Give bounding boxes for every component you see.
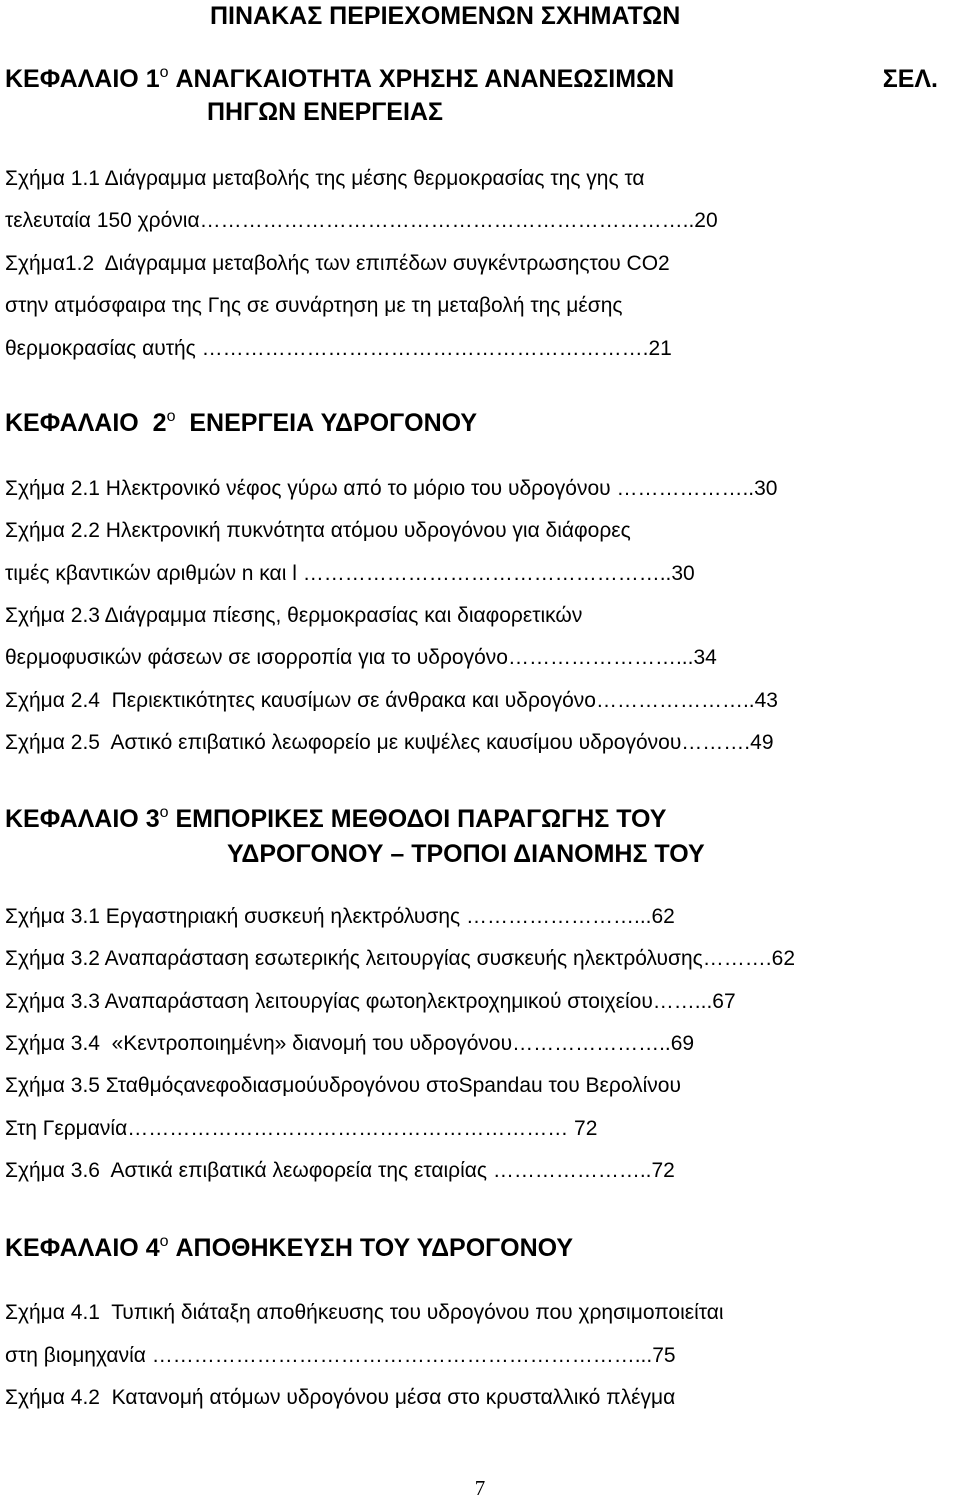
- figure-entry: θερμοφυσικών φάσεων σε ισορροπία για το υδρογόνο……………………...34: [5, 646, 717, 669]
- page-column-label: ΣΕΛ.: [882, 65, 938, 93]
- figure-entry: Σχήμα 3.5 Σταθμόςανεφοδιασμούυδρογόνου στοSpandau του Βερολίνου: [5, 1074, 681, 1097]
- chapter-1-heading-cont: ΠΗΓΩΝ ΕΝΕΡΓΕΙΑΣ: [207, 98, 443, 126]
- figure-entry: Σχήμα 1.1 Διάγραμμα μεταβολής της μέσης θερμοκρασίας της γης τα: [5, 167, 645, 190]
- figure-entry: Σχήμα 3.3 Αναπαράσταση λειτουργίας φωτοηλεκτροχημικού στοιχείου……...67: [5, 990, 736, 1013]
- figure-entry: Σχήμα 3.2 Αναπαράσταση εσωτερικής λειτουργίας συσκευής ηλεκτρόλυσης……….62: [5, 947, 795, 970]
- figure-entry: Σχήμα 4.1 Τυπική διάταξη αποθήκευσης του υδρογόνου που χρησιμοποιείται: [5, 1301, 724, 1324]
- figure-entry: Σχήμα 2.2 Ηλεκτρονική πυκνότητα ατόμου υδρογόνου για διάφορες: [5, 519, 631, 542]
- chapter-3-heading-cont: ΥΔΡΟΓΟΝΟΥ – ΤΡΟΠΟΙ ΔΙΑΝΟΜΗΣ ΤΟΥ: [227, 840, 705, 868]
- chapter-2-heading: ΚΕΦΑΛΑΙΟ 2$^o$ ΕΝΕΡΓΕΙΑ ΥΔΡΟΓΟΝΟΥ: [5, 408, 478, 437]
- figure-entry: τιμές κβαντικών αριθμών n και l ……………………………………………..30: [5, 562, 695, 585]
- figure-entry: Σχήμα1.2 Διάγραμμα μεταβολής των επιπέδων συγκέντρωσηςτου CO2: [5, 252, 670, 275]
- chapter-1-heading: ΚΕΦΑΛΑΙΟ 1$^o$ ΑΝΑΓΚΑΙΟΤΗΤΑ ΧΡΗΣΗΣ ΑΝΑΝΕΩΣΙΜΩΝ: [5, 64, 675, 93]
- figure-entry: Στη Γερμανία……………………………………………………… 72: [5, 1117, 598, 1140]
- chapter-3-heading: ΚΕΦΑΛΑΙΟ 3$^o$ ΕΜΠΟΡΙΚΕΣ ΜΕΘΟΔΟΙ ΠΑΡΑΓΩΓΗΣ ΤΟΥ: [5, 804, 667, 833]
- page-number: 7: [474, 1476, 486, 1500]
- figure-entry: Σχήμα 3.1 Εργαστηριακή συσκευή ηλεκτρόλυσης ……………………...62: [5, 905, 675, 928]
- figure-entry: Σχήμα 2.5 Αστικό επιβατικό λεωφορείο με κυψέλες καυσίμου υδρογόνου……….49: [5, 731, 774, 754]
- chapter-4-heading: ΚΕΦΑΛΑΙΟ 4$^o$ ΑΠΟΘΗΚΕΥΣΗ ΤΟΥ ΥΔΡΟΓΟΝΟΥ: [5, 1233, 574, 1262]
- figure-entry: τελευταία 150 χρόνια……………………………………………………………..20: [5, 209, 718, 232]
- figure-entry: Σχήμα 4.2 Κατανομή ατόμων υδρογόνου μέσα στο κρυσταλλικό πλέγμα: [5, 1386, 676, 1409]
- figure-entry: Σχήμα 2.4 Περιεκτικότητες καυσίμων σε άνθρακα και υδρογόνο…………………..43: [5, 689, 778, 712]
- figure-entry: Σχήμα 3.6 Αστικά επιβατικά λεωφορεία της εταιρίας …………………..72: [5, 1159, 675, 1182]
- figure-entry: στην ατμόσφαιρα της Γης σε συνάρτηση με τη μεταβολή της μέσης: [5, 294, 623, 317]
- page-title: ΠΙΝΑΚΑΣ ΠΕΡΙΕΧΟΜΕΝΩΝ ΣΧΗΜΑΤΩΝ: [210, 2, 681, 30]
- figure-entry: Σχήμα 3.4 «Κεντροποιημένη» διανομή του υδρογόνου…………………..69: [5, 1032, 695, 1055]
- figure-entry: θερμοκρασίας αυτής ……………………………………………………….21: [5, 337, 672, 360]
- figure-entry: στη βιομηχανία ……………………………………………………………...75: [5, 1344, 676, 1367]
- figure-entry: Σχήμα 2.1 Ηλεκτρονικό νέφος γύρω από το μόριο του υδρογόνου ………………..30: [5, 477, 778, 500]
- figure-entry: Σχήμα 2.3 Διάγραμμα πίεσης, θερμοκρασίας και διαφορετικών: [5, 604, 583, 627]
